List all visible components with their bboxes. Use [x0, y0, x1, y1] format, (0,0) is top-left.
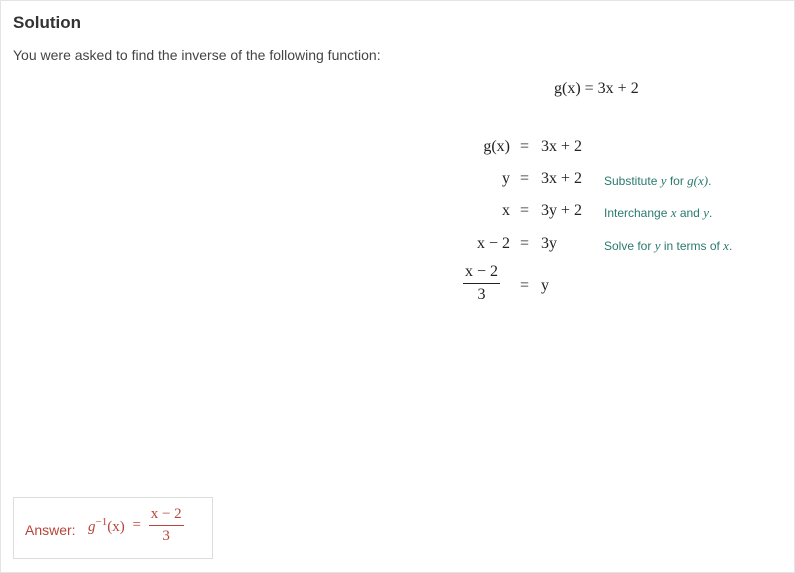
problem-statement: You were asked to find the inverse of the following function:	[13, 47, 381, 63]
step-rhs: 3x + 2	[541, 138, 583, 155]
answer-label: Answer:	[25, 522, 76, 538]
step-note: Substitute y for g(x).	[604, 173, 712, 188]
step-rhs: 3x + 2	[541, 170, 583, 187]
fraction-denominator: 3	[477, 286, 486, 303]
fraction-numerator: x − 2	[463, 263, 500, 284]
step-equals: =	[520, 170, 530, 187]
step-equals: =	[520, 235, 530, 252]
given-function: g(x) = 3x + 2	[554, 80, 639, 97]
solution-heading: Solution	[13, 13, 81, 32]
step-equals: =	[520, 277, 530, 294]
step-lhs: y	[502, 170, 510, 187]
step-note: Solve for y in terms of x.	[604, 238, 733, 253]
step-lhs: g(x)	[483, 138, 510, 155]
step-equals: =	[520, 138, 530, 155]
step-equals: =	[520, 202, 530, 219]
answer-expression: $g^{-1}(x)$ = $\frac{x - 2}{3}$	[88, 506, 182, 544]
step-lhs: x − 2	[476, 235, 510, 252]
answer-denominator: 3	[162, 528, 170, 544]
step-lhs-fraction	[463, 263, 500, 304]
answer-numerator: x − 2	[149, 506, 184, 526]
step-lhs: x	[502, 202, 510, 219]
step-note: Interchange x and y.	[604, 205, 713, 220]
answer-box	[13, 497, 213, 559]
step-rhs: 3y + 2	[541, 202, 583, 219]
step-rhs: 3y	[541, 235, 557, 252]
step-rhs: y	[541, 277, 549, 294]
